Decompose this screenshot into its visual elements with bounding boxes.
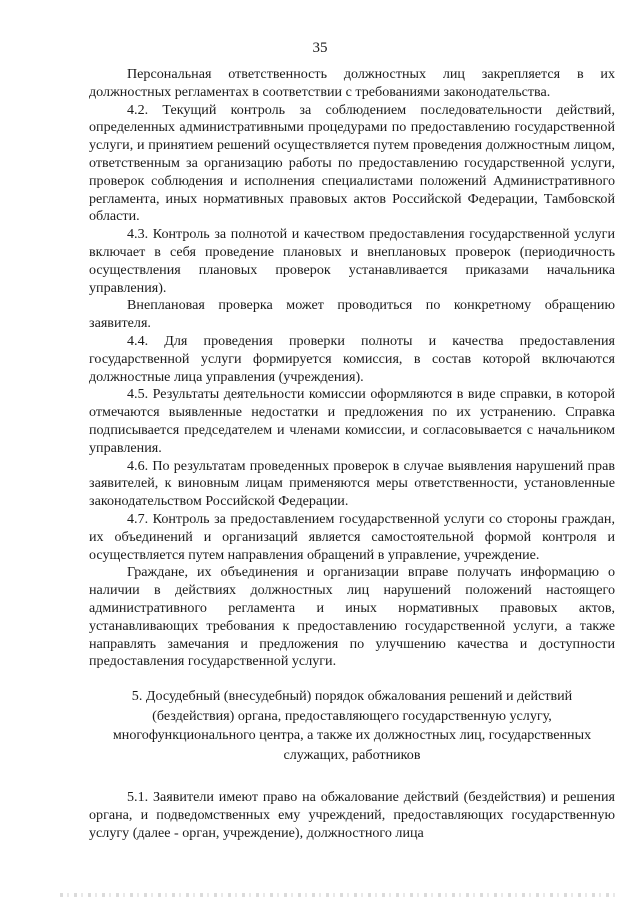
page-number: 35 bbox=[312, 40, 328, 56]
paragraph-unscheduled-inspection: Внеплановая проверка может проводиться по конкретному обращению заявителя. bbox=[89, 297, 615, 332]
paragraph-4-7: 4.7. Контроль за предоставлением государственной услуги со стороны граждан, их объединений и организаций является самостоятельной формой контроля и осуществляется путем направления обращений в управление, учреждение. bbox=[89, 510, 615, 563]
paragraph-4-4: 4.4. Для проведения проверки полноты и качества предоставления государственной услуги формируется комиссия, в состав которой включаются должностные лица управления (учреждения). bbox=[89, 332, 615, 385]
section-5-heading: 5. Досудебный (внесудебный) порядок обжалования решений и действий (бездействия) органа, предоставляющего государственную услугу, многофункционального центра, а также их должностных лиц, государственных служащих, работников bbox=[112, 688, 592, 763]
paragraph-4-2: 4.2. Текущий контроль за соблюдением последовательности действий, определенных административными процедурами по предоставлению государственной услуги, и принятием решений осуществляется путем проведения должностным лицом, ответственным за организацию работы по предоставлению государственной услуги, проверок соблюдения и исполнения специалистами положений Административного регламента, иных нормативных правовых актов Российской Федерации, Тамбовской области. bbox=[89, 101, 615, 225]
paragraph-personal-responsibility: Персональная ответственность должностных лиц закрепляется в их должностных регламентах в соответствии с требованиями законодательства. bbox=[89, 66, 615, 100]
document-body bbox=[89, 66, 615, 842]
paragraph-4-6: 4.6. По результатам проведенных проверок в случае выявления нарушений прав заявителей, к виновным лицам применяются меры ответственности, установленные законодательством Российской Федерации. bbox=[89, 457, 615, 510]
paragraph-4-5: 4.5. Результаты деятельности комиссии оформляются в виде справки, в которой отмечаются выявленные недостатки и предложения по их устранению. Справка подписывается председателем и членами комиссии, и согласовывается с начальником управления. bbox=[89, 386, 615, 456]
scan-artifact-line bbox=[60, 893, 615, 897]
paragraph-citizens-rights: Граждане, их объединения и организации вправе получать информацию о наличии в действиях должностных лиц нарушений положений настоящего административного регламента и иных нормативных правовых актов, устанавливающих требования к предоставлению государственной услуги, а также направлять замечания и предложения по улучшению качества и доступности предоставления государственной услуги. bbox=[89, 564, 615, 670]
paragraph-4-3: 4.3. Контроль за полнотой и качеством предоставления государственной услуги включает в себя проведение плановых и внеплановых проверок (периодичность осуществления плановых проверок устанавливается приказами начальника управления). bbox=[89, 226, 615, 296]
paragraph-5-1: 5.1. Заявители имеют право на обжалование действий (бездействия) и решения органа, и подведомственных ему учреждений, предоставляющих государственную услугу (далее - орган, учреждение), должностного лица bbox=[89, 789, 615, 841]
